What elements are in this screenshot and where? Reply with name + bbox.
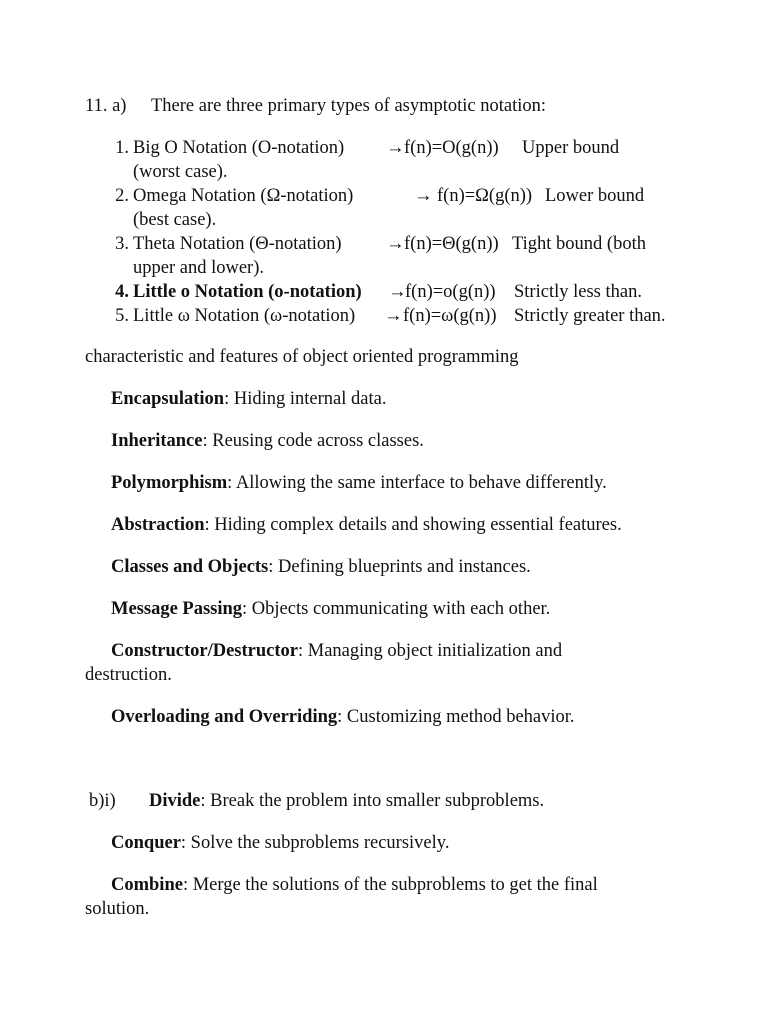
feature-continuation: destruction. (85, 665, 172, 685)
list-item (111, 513, 622, 537)
list-item-number: 5. (115, 306, 129, 326)
arrow-icon: → (386, 234, 405, 254)
list-item-number: 1. (115, 138, 129, 158)
step-description: : Merge the solutions of the subproblems to get the final (182, 875, 598, 895)
feature-term: Polymorphism (111, 473, 228, 493)
list-item-name: Little o Notation (o-notation) (133, 282, 362, 302)
list-item (111, 831, 449, 855)
list-item (111, 639, 562, 663)
list-item-continuation: (best case). (133, 210, 217, 230)
list-item-number: 3. (115, 234, 129, 254)
list-item (111, 429, 424, 453)
feature-description: : Objects communicating with each other. (242, 599, 551, 619)
step-description: : Solve the subproblems recursively. (180, 833, 450, 853)
list-item (111, 597, 550, 621)
list-item-name: Little ω Notation (ω-notation) (133, 306, 356, 326)
list-item-number: 2. (115, 186, 129, 206)
step-term: Divide (149, 791, 201, 811)
feature-description: : Defining blueprints and instances. (268, 557, 531, 577)
list-item-formula: f(n)=ω(g(n)) (403, 306, 497, 326)
list-item-continuation: upper and lower). (133, 258, 264, 278)
step-continuation: solution. (85, 899, 150, 919)
list-item-formula: f(n)=Θ(g(n)) (404, 234, 499, 254)
feature-term: Constructor/Destructor (111, 641, 298, 661)
feature-term: Classes and Objects (111, 557, 269, 577)
feature-term: Encapsulation (111, 389, 225, 409)
feature-description: : Hiding complex details and showing essential features. (204, 515, 622, 535)
feature-description: : Managing object initialization and (298, 641, 563, 661)
feature-term: Abstraction (111, 515, 205, 535)
feature-term: Overloading and Overriding (111, 707, 338, 727)
list-item (149, 789, 544, 813)
step-term: Combine (111, 875, 183, 895)
feature-description: : Reusing code across classes. (202, 431, 424, 451)
oop-heading: characteristic and features of object oriented programming (85, 347, 519, 367)
feature-term: Inheritance (111, 431, 203, 451)
step-term: Conquer (111, 833, 181, 853)
list-item-formula: f(n)=o(g(n)) (405, 282, 496, 302)
question-a-intro: There are three primary types of asymptotic notation: (151, 96, 547, 116)
list-item-number: 4. (115, 282, 129, 302)
list-item-continuation: (worst case). (133, 162, 228, 182)
question-a-label: 11. a) (85, 96, 127, 116)
question-b-label: b)i) (89, 791, 116, 811)
list-item-formula: f(n)=O(g(n)) (404, 138, 499, 158)
arrow-icon: → (388, 282, 407, 302)
list-item (111, 705, 575, 729)
list-item-name: Omega Notation (Ω-notation) (133, 186, 354, 206)
list-item (111, 387, 386, 411)
arrow-icon: → (414, 186, 433, 206)
list-item-description: Strictly less than. (514, 282, 642, 302)
list-item-formula: f(n)=Ω(g(n)) (437, 186, 533, 206)
list-item (111, 873, 598, 897)
feature-description: : Hiding internal data. (224, 389, 387, 409)
list-item-name: Theta Notation (Θ-notation) (133, 234, 342, 254)
list-item-description: Lower bound (545, 186, 645, 206)
list-item-description: Upper bound (522, 138, 620, 158)
feature-description: : Allowing the same interface to behave differently. (227, 473, 607, 493)
list-item (111, 471, 607, 495)
arrow-icon: → (386, 138, 405, 158)
list-item-name: Big O Notation (O-notation) (133, 138, 345, 158)
list-item (111, 555, 531, 579)
feature-term: Message Passing (111, 599, 243, 619)
list-item-description: Tight bound (both (512, 234, 646, 254)
list-item-description: Strictly greater than. (514, 306, 666, 326)
feature-description: : Customizing method behavior. (337, 707, 575, 727)
step-description: : Break the problem into smaller subproblems. (200, 791, 545, 811)
arrow-icon: → (384, 306, 403, 326)
